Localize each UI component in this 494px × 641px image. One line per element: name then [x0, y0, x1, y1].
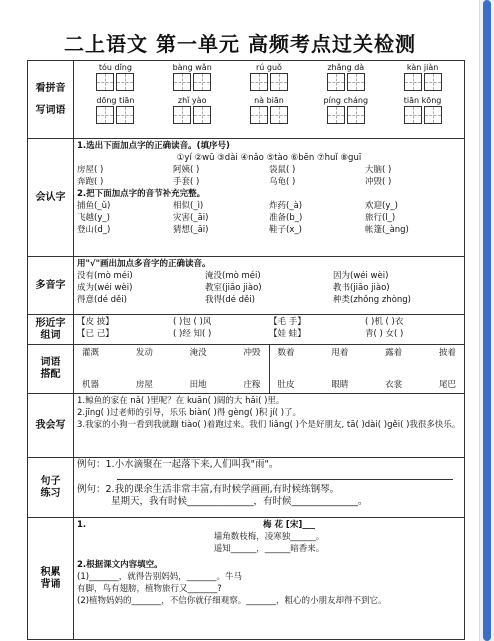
question-title: 2.把下面加点字的音节补充完整。 [77, 189, 206, 199]
write-box[interactable] [424, 73, 442, 91]
match-word[interactable]: 尾巴 [438, 380, 456, 390]
match-word[interactable]: 田地 [189, 380, 207, 390]
fill-line: 有脚，鸟有翅膀，植物旅行又_______? [77, 584, 222, 594]
match-word[interactable]: 甩着 [331, 348, 349, 358]
pinyin-item [234, 95, 304, 124]
answer-row: 【已 己】 ( )经 知( ) 【娃 蛙】 青( ) 女( ) [77, 329, 404, 339]
match-word[interactable]: 淹没 [189, 348, 207, 358]
match-word[interactable]: 露着 [385, 348, 403, 358]
example-2-fill: 星期天，我有时候______________，有时候______________。 [111, 496, 368, 507]
pinyin-text: tiān kōng [403, 96, 442, 105]
poem-line: 遥知______，______暗香来。 [213, 544, 325, 554]
answer-row: 【皮 披】 ( )包 ( )风 【毛 手】 ( )机 ( )衣 [77, 317, 404, 327]
fill-line: (2)植物妈妈的_______，不信你就仔细观察。_______，粗心的小朋友却得不到它。 [77, 596, 387, 606]
label-top: 看拼音 [35, 82, 66, 94]
question-title: 1.选出下面加点字的正确读音。(填序号) [77, 141, 230, 151]
duoyinzi-label: 多音字 [28, 257, 74, 315]
scrollbar-thumb[interactable] [483, 0, 491, 641]
pinyin-item [311, 62, 381, 91]
huixie-content [74, 394, 465, 458]
pinyin-text: nà biān [254, 96, 284, 105]
pinyin-row-1 [77, 62, 461, 91]
ciyu-label: 词语 搭配 [28, 345, 74, 394]
pinyin-text: dōng tiān [96, 96, 135, 105]
pinyin-text: píng cháng [323, 96, 369, 105]
match-word[interactable]: 衣裳 [385, 380, 403, 390]
question-title: 用"√"画出加点多音字的正确读音。 [77, 259, 211, 269]
ciyu-left [74, 345, 270, 393]
huirenzi-label: 会认字 [28, 139, 74, 257]
juzi-content [74, 458, 465, 518]
huixie-label: 我会写 [28, 394, 74, 458]
pinyin-row-2 [77, 95, 461, 124]
write-box[interactable] [116, 73, 134, 91]
pinyin-text: tóu dǐng [98, 63, 132, 72]
write-box[interactable] [250, 106, 268, 124]
write-box[interactable] [270, 73, 288, 91]
answer-row: 成为(wéi wèi) 教室(jiāo jiào) 教书(jiāo jiào) [77, 283, 390, 293]
pinyin-item [80, 95, 150, 124]
write-box[interactable] [193, 73, 211, 91]
question-number: 1. [77, 520, 87, 530]
example-2: 例句：2.我的课余生活非常丰富,有时候学画画,有时候练钢琴。 [77, 484, 340, 495]
write-box[interactable] [96, 73, 114, 91]
write-line: 2.jīng( )过老师的引导，乐乐 biàn( )得 gèng( )积 jí( )了。 [77, 408, 302, 418]
write-line: 1.鲸鱼的家在 nǎ( )里呢？在 kuān( )阔的大 hǎi( )里。 [77, 396, 285, 406]
match-word[interactable]: 数着 [277, 348, 295, 358]
match-word[interactable]: 房屋 [135, 380, 153, 390]
match-word[interactable]: 披着 [438, 348, 456, 358]
match-word[interactable]: 眼睛 [331, 380, 349, 390]
jilei-content [74, 518, 465, 640]
pinyin-text: bàng wǎn [172, 63, 212, 72]
jilei-label: 积累 背诵 [28, 518, 74, 640]
poem-title: 梅 花 [宋]___ [263, 520, 315, 530]
poem-line: 墙角数枝梅，凌寒独______。 [213, 532, 325, 542]
answer-row: 捕鱼(_ǔ) 相似(_ì) 炸药(_à) 欢迎(y_) [77, 201, 398, 211]
answer-line[interactable] [117, 471, 453, 480]
match-word[interactable]: 机器 [82, 380, 100, 390]
pinyin-text: zhǎng dà [327, 63, 365, 72]
pinyin-item [311, 95, 381, 124]
write-box[interactable] [173, 73, 191, 91]
write-box[interactable] [193, 106, 211, 124]
xingjin-label: 形近字 组词 [28, 315, 74, 345]
write-box[interactable] [404, 106, 422, 124]
worksheet-table [27, 60, 465, 640]
duoyinzi-content [74, 257, 465, 315]
options-line: ①yí ②wū ③dài ④nǎo ⑤tào ⑥bēn ⑦huǐ ⑧guī [176, 153, 362, 163]
answer-row: 没有(mò méi) 淹没(mò méi) 因为(wéi wèi) [77, 271, 389, 281]
pinyin-label [28, 61, 74, 139]
juzi-label: 句子 练习 [28, 458, 74, 518]
write-box[interactable] [173, 106, 191, 124]
write-box[interactable] [347, 73, 365, 91]
match-word[interactable]: 发动 [135, 348, 153, 358]
write-box[interactable] [250, 73, 268, 91]
pinyin-item [80, 62, 150, 91]
answer-row: 得意(dé děi) 我得(dé děi) 种类(zhǒng zhòng) [77, 295, 411, 305]
write-box[interactable] [347, 106, 365, 124]
pinyin-text: kàn jiàn [406, 63, 439, 72]
answer-row: 房屋( ) 阿姨( ) 袋鼠( ) 大脑( ) [77, 165, 392, 175]
pinyin-item [388, 95, 458, 124]
huirenzi-content [74, 139, 465, 257]
xingjin-content [74, 315, 465, 345]
write-box[interactable] [327, 106, 345, 124]
page-title: 二上语文 第一单元 高频考点过关检测 [64, 32, 416, 56]
answer-row: 奔跑( ) 手套( ) 乌龟( ) 冲毁( ) [77, 177, 392, 187]
question-title: 2.根据课文内容填空。 [77, 560, 163, 570]
write-box[interactable] [424, 106, 442, 124]
write-box[interactable] [96, 106, 114, 124]
fill-line: (1)_______，就得告别妈妈，_______。牛马 [77, 572, 243, 582]
ciyu-right [270, 345, 465, 393]
write-box[interactable] [404, 73, 422, 91]
match-word[interactable]: 冲毁 [243, 348, 261, 358]
answer-row: 登山(d_) 猜想(_āi) 鞋子(x_) 帐篷(_àng) [77, 225, 409, 235]
pinyin-item [388, 62, 458, 91]
example-1: 例句：1.小水滴聚在一起落下来,人们叫我"雨"。 [77, 459, 279, 470]
pinyin-item [234, 62, 304, 91]
ciyu-content [74, 345, 465, 394]
pinyin-content [74, 61, 465, 139]
pinyin-item [157, 62, 227, 91]
label-bottom: 写词语 [35, 104, 66, 116]
scrollbar[interactable] [479, 0, 494, 641]
write-line: 3.我家的小狗一看到我就蹦 tiào( )着跑过来。我们 liǎng( )个是好朋友, tā( )dài( )gěi( )我很多快乐。 [77, 420, 461, 430]
write-box[interactable] [270, 106, 288, 124]
write-box[interactable] [327, 73, 345, 91]
match-word[interactable]: 庄稼 [243, 380, 261, 390]
match-word[interactable]: 灌溉 [82, 348, 100, 358]
pinyin-text: rú guǒ [256, 63, 282, 72]
answer-row: 飞越(y_) 灾害(_āi) 准备(b_) 旅行(l_) [77, 213, 396, 223]
match-word[interactable]: 肚皮 [277, 380, 295, 390]
pinyin-item [157, 95, 227, 124]
write-box[interactable] [116, 106, 134, 124]
pinyin-text: zhǐ yào [177, 96, 207, 105]
